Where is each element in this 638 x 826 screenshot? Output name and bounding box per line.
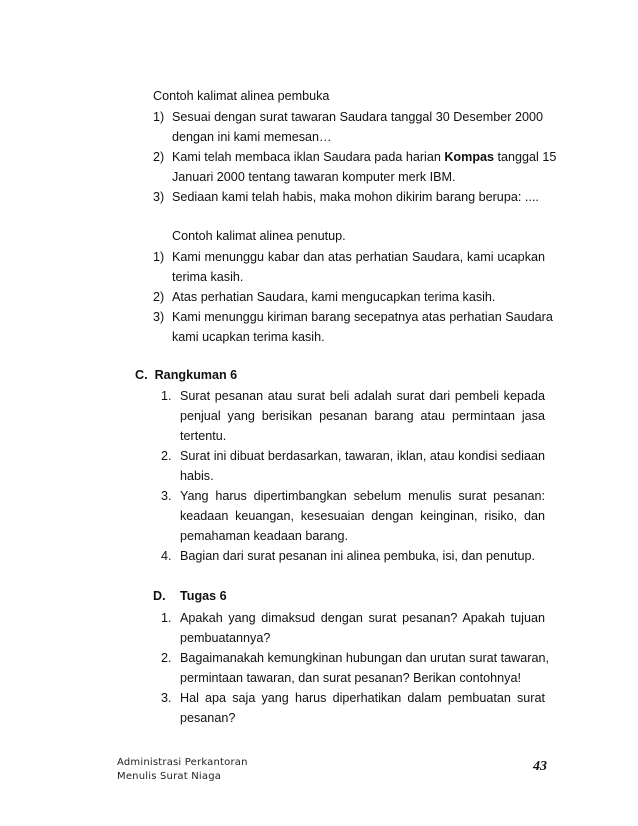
footer-book-title: Administrasi Perkantoran — [117, 757, 248, 768]
summary-item-2 — [161, 446, 545, 486]
item-line: terima kasih. — [172, 270, 244, 284]
item-number: 4. — [161, 549, 172, 563]
item-line: Apakah yang dimaksud dengan surat pesanan? Apakah tujuan — [180, 611, 545, 625]
item-line — [172, 147, 557, 167]
item-line: Surat pesanan atau surat beli adalah surat dari pembeli kepada — [180, 389, 545, 403]
item-text: tanggal 15 — [494, 150, 557, 164]
newspaper-name: Kompas — [444, 150, 495, 164]
item-line: Atas perhatian Saudara, kami mengucapkan terima kasih. — [172, 290, 496, 304]
item-line: tertentu. — [180, 429, 227, 443]
item-line: kami ucapkan terima kasih. — [172, 330, 325, 344]
summary-item-4 — [161, 546, 545, 566]
footer-book-info — [117, 756, 248, 783]
opening-item-1 — [153, 107, 543, 147]
item-line: Sesuai dengan surat tawaran Saudara tanggal 30 Desember 2000 — [172, 110, 543, 124]
opening-item-3 — [153, 187, 546, 207]
section-c-heading: C. Rangkuman 6 — [135, 368, 238, 382]
item-line: Bagaimanakah kemungkinan hubungan dan urutan surat tawaran, — [180, 651, 549, 665]
item-number: 1. — [161, 611, 172, 625]
task-item-2 — [161, 648, 549, 688]
item-number: 3) — [153, 310, 165, 324]
task-item-3 — [161, 688, 545, 728]
closing-example-label: Contoh kalimat alinea penutup. — [172, 229, 346, 243]
item-number: 1) — [153, 110, 165, 124]
item-number: 2) — [153, 290, 165, 304]
item-number: 1) — [153, 250, 165, 264]
task-item-1 — [161, 608, 545, 648]
item-line: habis. — [180, 469, 214, 483]
item-number: 3) — [153, 190, 165, 204]
item-line: Yang harus dipertimbangkan sebelum menulis surat pesanan: — [180, 489, 545, 503]
item-line: dengan ini kami memesan… — [172, 130, 332, 144]
item-line: Kami menunggu kabar dan atas perhatian Saudara, kami ucapkan — [172, 250, 545, 264]
item-line: Hal apa saja yang harus diperhatikan dalam pembuatan surat — [180, 691, 545, 705]
page-number: 43 — [533, 759, 547, 774]
opening-item-2 — [153, 147, 557, 187]
item-line: pembuatannya? — [180, 631, 271, 645]
section-d-letter: D. — [153, 589, 166, 603]
item-line: Januari 2000 tentang tawaran komputer merk IBM. — [172, 170, 456, 184]
section-d-title: Tugas 6 — [180, 589, 227, 603]
closing-item-2 — [153, 287, 545, 307]
closing-item-3 — [153, 307, 553, 347]
item-line: pemahaman keadaan barang. — [180, 529, 349, 543]
item-line: Surat ini dibuat berdasarkan, tawaran, iklan, atau kondisi sediaan — [180, 449, 545, 463]
item-line: keadaan keuangan, kesesuaian dengan keinginan, risiko, dan — [180, 509, 545, 523]
item-line: penjual yang berisikan pesanan barang atau permintaan jasa — [180, 409, 545, 423]
summary-item-3 — [161, 486, 545, 546]
item-number: 2. — [161, 449, 172, 463]
item-number: 2. — [161, 651, 172, 665]
item-line: Bagian dari surat pesanan ini alinea pembuka, isi, dan penutup. — [180, 549, 535, 563]
item-line: Kami menunggu kiriman barang secepatnya atas perhatian Saudara — [172, 310, 553, 324]
footer-chapter-title: Menulis Surat Niaga — [117, 770, 222, 782]
opening-example-label: Contoh kalimat alinea pembuka — [153, 89, 330, 103]
item-line: permintaan tawaran, dan surat pesanan? Berikan contohnya! — [180, 671, 521, 685]
closing-item-1 — [153, 247, 545, 287]
item-number: 3. — [161, 691, 172, 705]
item-number: 2) — [153, 150, 165, 164]
item-text: Kami telah membaca iklan Saudara pada harian — [172, 150, 445, 164]
item-line: Sediaan kami telah habis, maka mohon dikirim barang berupa: .... — [172, 190, 539, 204]
item-number: 3. — [161, 489, 172, 503]
item-number: 1. — [161, 389, 172, 403]
item-line: pesanan? — [180, 711, 236, 725]
summary-item-1 — [161, 386, 545, 446]
